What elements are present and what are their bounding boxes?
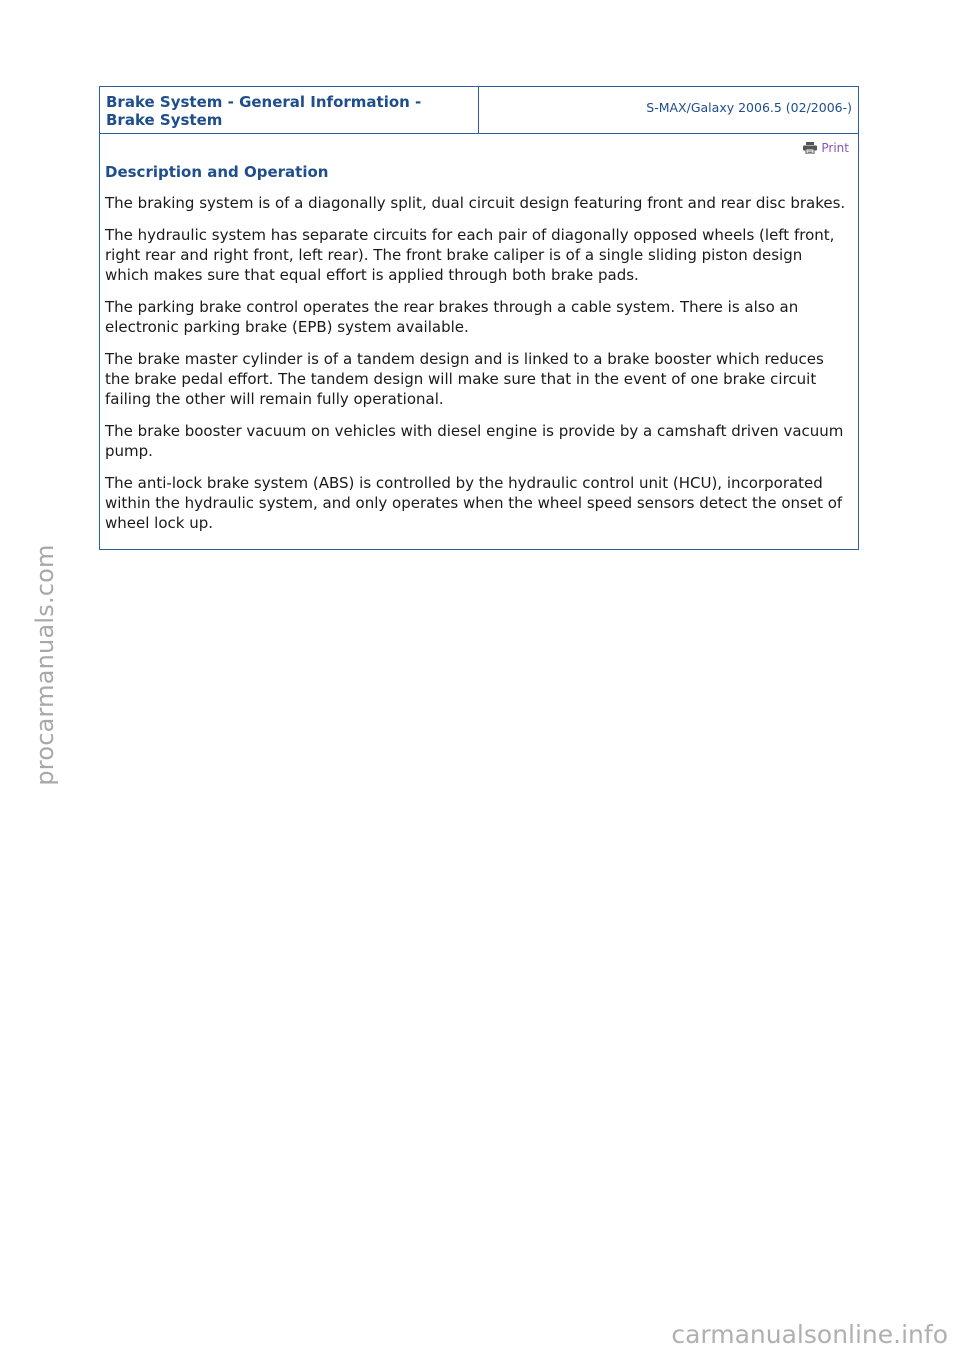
side-watermark: procarmanuals.com <box>31 544 59 786</box>
print-label: Print <box>821 141 849 155</box>
vehicle-model-label: S-MAX/Galaxy 2006.5 (02/2006-) <box>646 100 852 115</box>
section-title: Description and Operation <box>105 163 329 181</box>
printer-icon <box>803 142 817 154</box>
document-header <box>100 87 858 134</box>
bottom-watermark: carmanualsonline.info <box>671 1320 948 1349</box>
page-title-line1: Brake System - General Information - <box>106 93 422 111</box>
print-button[interactable] <box>803 141 849 155</box>
paragraph: The anti-lock brake system (ABS) is controlled by the hydraulic control unit (HCU), incorporated within the hydraulic system, and only operates when the wheel speed sensors detect the onset of wheel lock up. <box>105 474 843 532</box>
page-title <box>100 87 479 133</box>
paragraph: The parking brake control operates the rear brakes through a cable system. There is also an electronic parking brake (EPB) system available. <box>105 298 799 336</box>
paragraph: The brake booster vacuum on vehicles with diesel engine is provide by a camshaft driven vacuum pump. <box>105 422 844 460</box>
paragraph: The braking system is of a diagonally split, dual circuit design featuring front and rear disc brakes. <box>105 194 846 212</box>
paragraph: The hydraulic system has separate circuits for each pair of diagonally opposed wheels (left front, right rear and right front, left rear). The front brake caliper is of a single sliding piston design which makes sure that equal effort is applied through both brake pads. <box>105 226 835 284</box>
paragraph: The brake master cylinder is of a tandem design and is linked to a brake booster which reduces the brake pedal effort. The tandem design will make sure that in the event of one brake circuit failing the other will remain fully operational. <box>105 350 824 408</box>
page-title-line2: Brake System <box>106 111 223 129</box>
document-content <box>100 134 858 533</box>
document-frame <box>99 86 859 550</box>
